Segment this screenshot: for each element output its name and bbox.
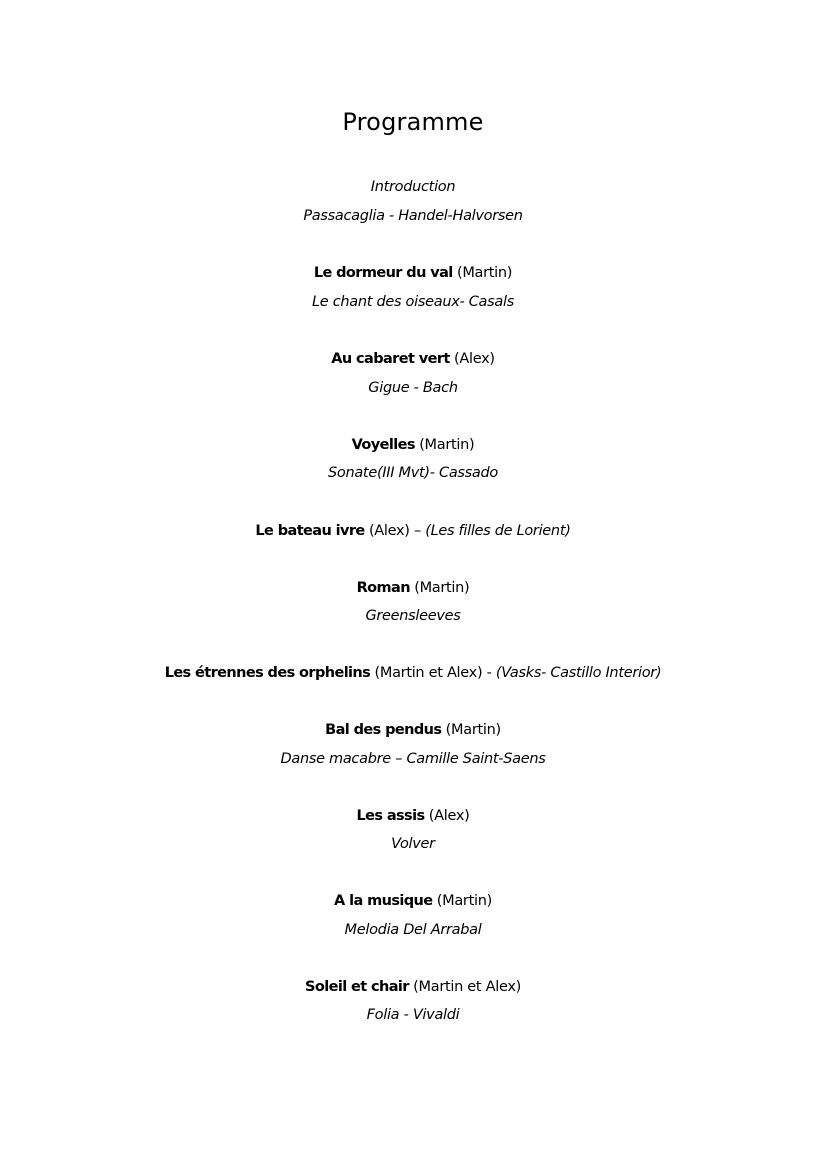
poem-reader: (Martin et Alex) -	[374, 665, 492, 681]
music-line: Gigue - Bach	[368, 380, 458, 396]
poem-title: Les étrennes des orphelins	[164, 665, 371, 681]
music-line: Danse macabre – Camille Saint-Saens	[280, 751, 546, 767]
poem-reader: (Martin)	[419, 437, 475, 453]
music-line: Volver	[391, 836, 435, 852]
poem-line	[0, 263, 826, 283]
music-line: Melodia Del Arrabal	[344, 922, 482, 938]
page-title: Programme	[342, 108, 484, 136]
music-line: Sonate(III Mvt)- Cassado	[327, 465, 498, 481]
poem-reader: (Martin)	[436, 893, 492, 909]
poem-title: Roman	[356, 580, 410, 596]
poem-line	[0, 578, 826, 598]
music-line: Le chant des oiseaux- Casals	[312, 294, 514, 310]
poem-reader: (Martin)	[445, 722, 501, 738]
poem-line	[0, 806, 826, 826]
poem-title: Au cabaret vert	[331, 351, 450, 367]
music-inline: (Vasks- Castillo Interior)	[495, 665, 662, 681]
intro-label: Introduction	[370, 179, 456, 195]
poem-reader: (Alex)	[454, 351, 495, 367]
poem-title: Bal des pendus	[325, 722, 442, 738]
poem-title: Les assis	[356, 808, 425, 824]
poem-reader: (Alex)	[428, 808, 470, 824]
poem-title: Voyelles	[351, 437, 415, 453]
poem-reader: (Martin)	[456, 265, 513, 281]
intro-music: Passacaglia - Handel-Halvorsen	[303, 208, 523, 224]
poem-title: A la musique	[334, 893, 433, 909]
poem-reader: (Alex) –	[368, 523, 421, 539]
poem-line	[0, 349, 826, 369]
poem-title: Le bateau ivre	[255, 523, 365, 539]
music-inline: (Les filles de Lorient)	[425, 523, 571, 539]
poem-line	[0, 435, 826, 455]
poem-reader: (Martin)	[414, 580, 470, 596]
poem-line	[0, 977, 826, 997]
poem-reader: (Martin et Alex)	[413, 979, 521, 995]
poem-line	[0, 720, 826, 740]
music-line: Greensleeves	[365, 608, 461, 624]
poem-title: Le dormeur du val	[313, 265, 453, 281]
poem-line	[0, 891, 826, 911]
poem-title: Soleil et chair	[305, 979, 409, 995]
poem-line	[0, 521, 826, 541]
poem-line	[0, 663, 826, 683]
music-line: Folia - Vivaldi	[366, 1007, 460, 1023]
